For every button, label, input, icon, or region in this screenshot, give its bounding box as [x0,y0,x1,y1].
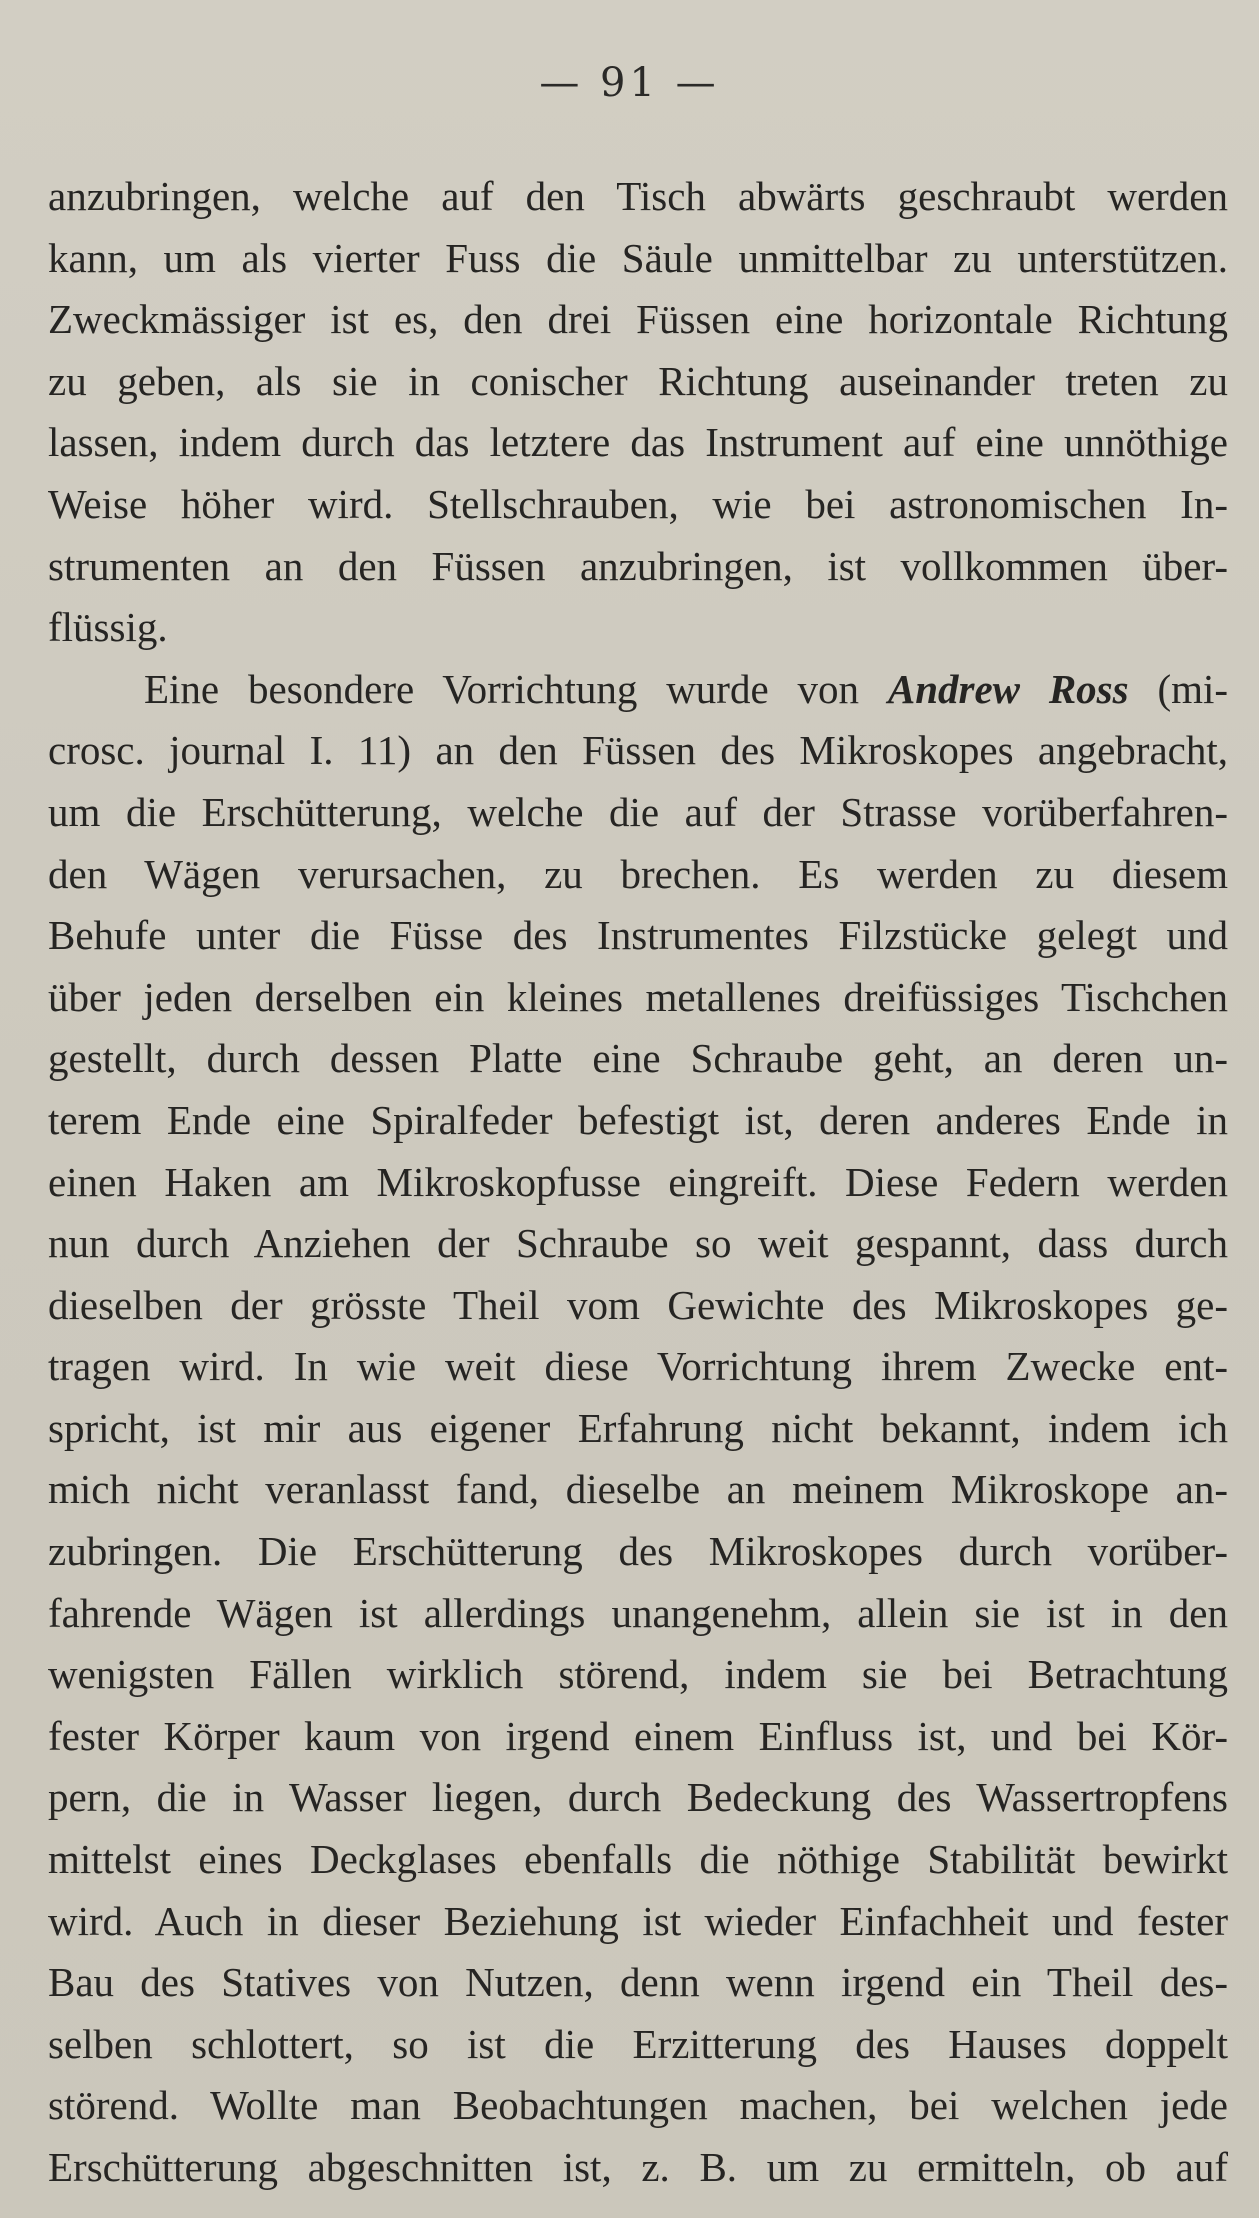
text-line: tragen wird. In wie weit diese Vorrichtung ihrem Zwecke ent- [48,1343,1228,1390]
text-line: fester Körper kaum von irgend einem Einfluss ist, und bei Kör- [48,1712,1228,1759]
page-number: — 91 — [539,60,720,106]
text-line: crosc. journal I. 11) an den Füssen des Mikroskopes angebracht, [48,727,1228,774]
text-line: selben schlottert, so ist die Erzitterung des Hauses doppelt [48,2020,1228,2067]
text-fragment: Eine besondere Vorrichtung wurde von [144,665,859,712]
author-name: Andrew Ross [887,665,1129,712]
body-text [48,166,1228,2199]
text-line: einen Haken am Mikroskopfusse eingreift. Diese Federn werden [48,1158,1228,1205]
text-line: Behufe unter die Füsse des Instrumentes Filzstücke gelegt und [48,912,1228,959]
text-line: spricht, ist mir aus eigener Erfahrung nicht bekannt, indem ich [48,1404,1228,1451]
text-line: den Wägen verursachen, zu brechen. Es werden zu diesem [48,850,1228,897]
text-line: terem Ende eine Spiralfeder befestigt ist, deren anderes Ende in [48,1096,1228,1143]
text-line: fahrende Wägen ist allerdings unangenehm, allein sie ist in den [48,1589,1228,1636]
text-line: strumenten an den Füssen anzubringen, ist vollkommen über- [48,542,1228,589]
text-line: Erschütterung abgeschnitten ist, z. B. um zu ermitteln, ob auf [48,2144,1228,2190]
text-line: dieselben der grösste Theil vom Gewichte des Mikroskopes ge- [48,1281,1228,1328]
text-line: zu geben, als sie in conischer Richtung auseinander treten zu [48,357,1228,404]
text-line: zubringen. Die Erschütterung des Mikroskopes durch vorüber- [48,1528,1228,1575]
text-line: Bau des Statives von Nutzen, denn wenn irgend ein Theil des- [48,1959,1228,2006]
text-line: flüssig. [48,604,168,651]
text-line: pern, die in Wasser liegen, durch Bedeckung des Wassertropfens [48,1774,1228,1821]
text-line: mich nicht veranlasst fand, dieselbe an meinem Mikroskope an- [48,1466,1228,1513]
text-line: lassen, indem durch das letztere das Instrument auf eine unnöthige [48,419,1228,466]
text-line-with-author [48,659,1228,721]
text-line: um die Erschütterung, welche die auf der Strasse vorüberfahren- [48,788,1228,835]
text-line: kann, um als vierter Fuss die Säule unmittelbar zu unterstützen. [48,234,1228,281]
text-line: Zweckmässiger ist es, den drei Füssen eine horizontale Richtung [48,296,1228,343]
text-line: anzubringen, welche auf den Tisch abwärts geschraubt werden [48,173,1228,219]
text-line: nun durch Anziehen der Schraube so weit gespannt, dass durch [48,1220,1228,1267]
text-line: Weise höher wird. Stellschrauben, wie bei astronomischen In- [48,480,1228,527]
text-line: mittelst eines Deckglases ebenfalls die nöthige Stabilität bewirkt [48,1836,1228,1883]
text-line: wird. Auch in dieser Beziehung ist wieder Einfachheit und fester [48,1897,1228,1944]
text-line: störend. Wollte man Beobachtungen machen, bei welchen jede [48,2082,1228,2129]
text-line: über jeden derselben ein kleines metallenes dreifüssiges Tischchen [48,973,1228,1020]
text-line: gestellt, durch dessen Platte eine Schraube geht, an deren un- [48,1035,1228,1082]
text-line: wenigsten Fällen wirklich störend, indem sie bei Betrachtung [48,1651,1228,1698]
text-fragment: (mi- [1157,665,1228,712]
